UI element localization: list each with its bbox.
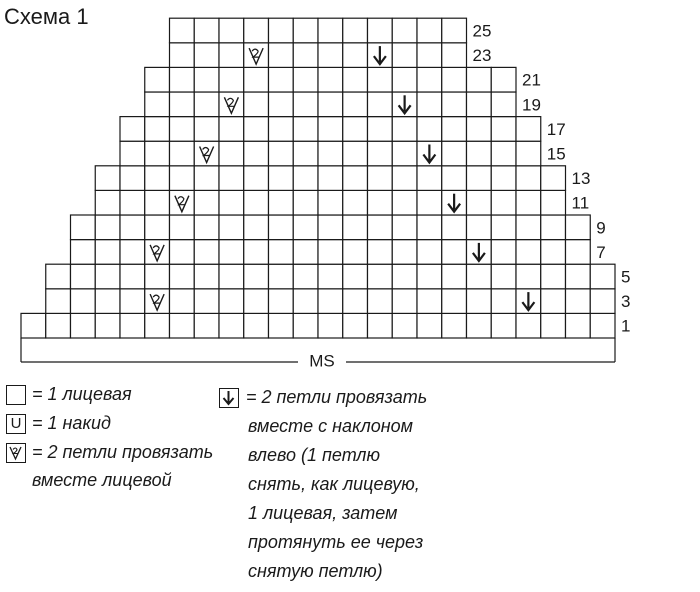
chart-cell (219, 264, 244, 289)
chart-cell (343, 190, 368, 215)
chart-cell (170, 67, 195, 92)
chart-cell (392, 67, 417, 92)
chart-cell (417, 190, 442, 215)
chart-cell (343, 289, 368, 314)
chart-cell (392, 264, 417, 289)
chart-cell (368, 264, 393, 289)
legend-skp-line: влево (1 петлю (248, 445, 380, 465)
chart-cell (343, 264, 368, 289)
chart-cell (194, 264, 219, 289)
chart-cell (95, 190, 120, 215)
chart-cell (541, 313, 566, 338)
chart-cell (392, 141, 417, 166)
row-number: 9 (596, 218, 606, 238)
chart-cell (318, 18, 343, 43)
chart-cell (219, 215, 244, 240)
chart-cell (467, 215, 492, 240)
chart-cell (269, 313, 294, 338)
chart-cell (467, 289, 492, 314)
chart-cell (120, 240, 145, 265)
chart-cell (219, 313, 244, 338)
legend-k2tog: = 2 петли провязать (32, 442, 214, 462)
chart-cell (170, 92, 195, 117)
chart-cell (566, 240, 591, 265)
chart-cell (392, 43, 417, 68)
legend-skp-line: вместе с наклоном (248, 416, 413, 436)
chart-cell (269, 190, 294, 215)
chart-cell (46, 264, 71, 289)
chart-cell (71, 289, 96, 314)
chart-cell (219, 43, 244, 68)
chart-cell (170, 43, 195, 68)
chart-cell (467, 117, 492, 142)
chart-cell (145, 141, 170, 166)
chart-cell (269, 289, 294, 314)
chart-cell (293, 117, 318, 142)
chart-cell (318, 289, 343, 314)
chart-cell (343, 240, 368, 265)
chart-cell (442, 215, 467, 240)
chart-cell (516, 141, 541, 166)
chart-title: Схема 1 (4, 4, 89, 29)
chart-cell (491, 215, 516, 240)
ms-label: MS (309, 351, 335, 370)
chart-cell (244, 141, 269, 166)
chart-cell (343, 166, 368, 191)
chart-cell (491, 240, 516, 265)
row-number: 21 (522, 70, 541, 90)
chart-cell (368, 190, 393, 215)
chart-cell (145, 215, 170, 240)
chart-cell (343, 117, 368, 142)
legend-knit: = 1 лицевая (32, 384, 132, 404)
chart-cell (120, 117, 145, 142)
chart-cell (293, 67, 318, 92)
chart-cell (318, 67, 343, 92)
chart-cell (467, 190, 492, 215)
chart-cell (269, 141, 294, 166)
chart-cell (491, 92, 516, 117)
chart-cell (368, 141, 393, 166)
chart-cell (145, 92, 170, 117)
chart-cell (244, 67, 269, 92)
chart-cell (442, 313, 467, 338)
chart-cell (71, 313, 96, 338)
chart-cell (293, 264, 318, 289)
chart-cell (145, 117, 170, 142)
chart-cell (516, 166, 541, 191)
chart-cell (368, 117, 393, 142)
row-number: 15 (546, 144, 566, 164)
chart-cell (368, 67, 393, 92)
chart-cell (491, 289, 516, 314)
chart-cell (442, 141, 467, 166)
chart-cell (491, 190, 516, 215)
chart-cell (541, 215, 566, 240)
chart-cell (269, 92, 294, 117)
chart-cell (491, 67, 516, 92)
chart-cell (541, 240, 566, 265)
chart-cell (442, 43, 467, 68)
chart-cell (95, 215, 120, 240)
chart-cell (46, 313, 71, 338)
chart-cell (343, 43, 368, 68)
chart-cell (244, 264, 269, 289)
chart-cell (120, 141, 145, 166)
chart-cell (170, 166, 195, 191)
chart-cell (442, 67, 467, 92)
chart-cell (417, 43, 442, 68)
chart-cell (392, 166, 417, 191)
yarn-over-letter: U (10, 415, 22, 432)
chart-cell (467, 166, 492, 191)
chart-cell (392, 240, 417, 265)
chart-cell (442, 240, 467, 265)
chart-cell (293, 166, 318, 191)
chart-cell (343, 141, 368, 166)
chart-cell (442, 289, 467, 314)
row-number: 11 (571, 193, 590, 213)
chart-cell (343, 67, 368, 92)
chart-cell (491, 141, 516, 166)
chart-cell (71, 240, 96, 265)
chart-cell (194, 190, 219, 215)
chart-cell (467, 92, 492, 117)
chart-cell (516, 313, 541, 338)
chart-cell (491, 264, 516, 289)
chart-cell (194, 92, 219, 117)
chart-cell (244, 240, 269, 265)
chart-cell (368, 92, 393, 117)
chart-cell (244, 117, 269, 142)
chart-cell (269, 117, 294, 142)
chart-cell (417, 289, 442, 314)
chart-cell (343, 92, 368, 117)
chart-cell (442, 92, 467, 117)
chart-cell (590, 264, 615, 289)
row-number: 1 (621, 316, 631, 336)
chart-cell (343, 313, 368, 338)
chart-cell (194, 289, 219, 314)
chart-cell (170, 18, 195, 43)
chart-cell (170, 289, 195, 314)
chart-cell (244, 289, 269, 314)
chart-cell (194, 215, 219, 240)
chart-cell (269, 166, 294, 191)
chart-cell (417, 92, 442, 117)
legend-skp-line: снять, как лицевую, (248, 474, 420, 494)
chart-cell (95, 264, 120, 289)
chart-cell (590, 289, 615, 314)
row-number: 7 (596, 242, 606, 262)
chart-cell (318, 264, 343, 289)
chart-cell (293, 190, 318, 215)
chart-cell (194, 67, 219, 92)
chart-cell (566, 289, 591, 314)
chart-cell (516, 190, 541, 215)
chart-cell (318, 190, 343, 215)
chart-cell (467, 67, 492, 92)
chart-cell (392, 215, 417, 240)
row-number: 3 (621, 292, 631, 312)
chart-cell (368, 289, 393, 314)
chart-cell (516, 264, 541, 289)
chart-cell (392, 117, 417, 142)
chart-cell (95, 289, 120, 314)
chart-cell (417, 117, 442, 142)
chart-cell (194, 166, 219, 191)
chart-cell (467, 313, 492, 338)
chart-cell (194, 43, 219, 68)
chart-cell (318, 240, 343, 265)
chart-cell (293, 240, 318, 265)
chart-cell (269, 43, 294, 68)
chart-cell (120, 313, 145, 338)
chart-cell (120, 190, 145, 215)
chart-cell (318, 43, 343, 68)
chart-cell (318, 215, 343, 240)
legend-skp-line: протянуть ее через (248, 532, 424, 552)
chart-cell (566, 215, 591, 240)
chart-cell (145, 166, 170, 191)
chart-cell (318, 313, 343, 338)
chart-cell (120, 264, 145, 289)
knit-symbol-icon (6, 385, 26, 405)
chart-cell (392, 18, 417, 43)
chart-cell (145, 190, 170, 215)
chart-cell (467, 141, 492, 166)
chart-cell (368, 166, 393, 191)
chart-cell (219, 240, 244, 265)
chart-cell (170, 264, 195, 289)
yarn-over-symbol-icon (6, 414, 26, 434)
chart-cell (541, 190, 566, 215)
chart-cell (516, 240, 541, 265)
k2tog-symbol-icon (6, 443, 26, 463)
chart-cell (590, 313, 615, 338)
chart-cell (392, 289, 417, 314)
chart-cell (516, 117, 541, 142)
chart-cell (417, 215, 442, 240)
chart-cell (269, 18, 294, 43)
chart-cell (442, 166, 467, 191)
chart-cell (417, 313, 442, 338)
chart-cell (442, 264, 467, 289)
row-number: 25 (472, 21, 492, 41)
chart-cell (244, 166, 269, 191)
chart-cell (219, 67, 244, 92)
chart-cell (269, 67, 294, 92)
chart-cell (194, 117, 219, 142)
chart-cell (417, 240, 442, 265)
legend-skp-line: 1 лицевая, затем (248, 503, 398, 523)
chart-cell (194, 240, 219, 265)
chart-cell (516, 215, 541, 240)
chart-cell (244, 92, 269, 117)
chart-cell (194, 18, 219, 43)
chart-cell (95, 166, 120, 191)
chart-cell (343, 18, 368, 43)
chart-cell (368, 215, 393, 240)
chart-cell (541, 264, 566, 289)
chart-cell (417, 67, 442, 92)
chart-cell (219, 166, 244, 191)
chart-cell (219, 289, 244, 314)
chart-cell (566, 264, 591, 289)
row-number: 13 (571, 169, 591, 189)
chart-cell (71, 215, 96, 240)
chart-cell (491, 166, 516, 191)
chart-cell (491, 117, 516, 142)
chart-cell (95, 313, 120, 338)
chart-cell (120, 166, 145, 191)
chart-cell (219, 141, 244, 166)
chart-cell (417, 166, 442, 191)
chart-cell (244, 18, 269, 43)
chart-cell (368, 240, 393, 265)
skp-symbol-icon (219, 388, 239, 408)
chart-cell (392, 313, 417, 338)
chart-cell (318, 92, 343, 117)
chart-cell (170, 141, 195, 166)
chart-cell (293, 141, 318, 166)
row-number: 23 (472, 46, 492, 66)
chart-cell (293, 215, 318, 240)
chart-cell (269, 264, 294, 289)
chart-cell (71, 264, 96, 289)
chart-cell (442, 117, 467, 142)
chart-cell (145, 67, 170, 92)
chart-cell (293, 92, 318, 117)
chart-cell (368, 18, 393, 43)
legend-skp-line: снятую петлю) (248, 561, 383, 581)
chart-cell (170, 313, 195, 338)
chart-cell (293, 43, 318, 68)
chart-cell (244, 215, 269, 240)
chart-cell (541, 289, 566, 314)
chart-cell (21, 313, 46, 338)
row-number: 19 (522, 95, 541, 115)
chart-cell (244, 313, 269, 338)
chart-cell (219, 117, 244, 142)
chart-cell (95, 240, 120, 265)
chart-cell (541, 166, 566, 191)
chart-cell (269, 215, 294, 240)
chart-cell (368, 313, 393, 338)
chart-cell (293, 18, 318, 43)
chart-cell (269, 240, 294, 265)
chart-cell (318, 141, 343, 166)
legend-k2tog-line2: вместе лицевой (32, 470, 172, 490)
chart-cell (343, 215, 368, 240)
legend-skp-line: = 2 петли провязать (246, 387, 428, 407)
chart-cell (293, 289, 318, 314)
chart-cell (417, 18, 442, 43)
chart-cell (392, 190, 417, 215)
chart-cell (46, 289, 71, 314)
chart-cell (145, 264, 170, 289)
chart-cell (318, 117, 343, 142)
chart-cell (244, 190, 269, 215)
chart-cell (170, 215, 195, 240)
row-number: 5 (621, 267, 631, 287)
chart-cell (194, 313, 219, 338)
chart-cell (417, 264, 442, 289)
chart-cell (442, 18, 467, 43)
chart-cell (145, 313, 170, 338)
chart-cell (293, 313, 318, 338)
chart-cell (318, 166, 343, 191)
chart-cell (219, 18, 244, 43)
chart-cell (170, 240, 195, 265)
chart-cell (120, 215, 145, 240)
legend-yarn-over: = 1 накид (32, 413, 111, 433)
row-number: 17 (546, 119, 566, 139)
chart-cell (566, 313, 591, 338)
ms-bar (21, 338, 615, 370)
chart-cell (120, 289, 145, 314)
chart-cell (170, 117, 195, 142)
chart-cell (491, 313, 516, 338)
chart-cell (467, 264, 492, 289)
chart-cell (219, 190, 244, 215)
